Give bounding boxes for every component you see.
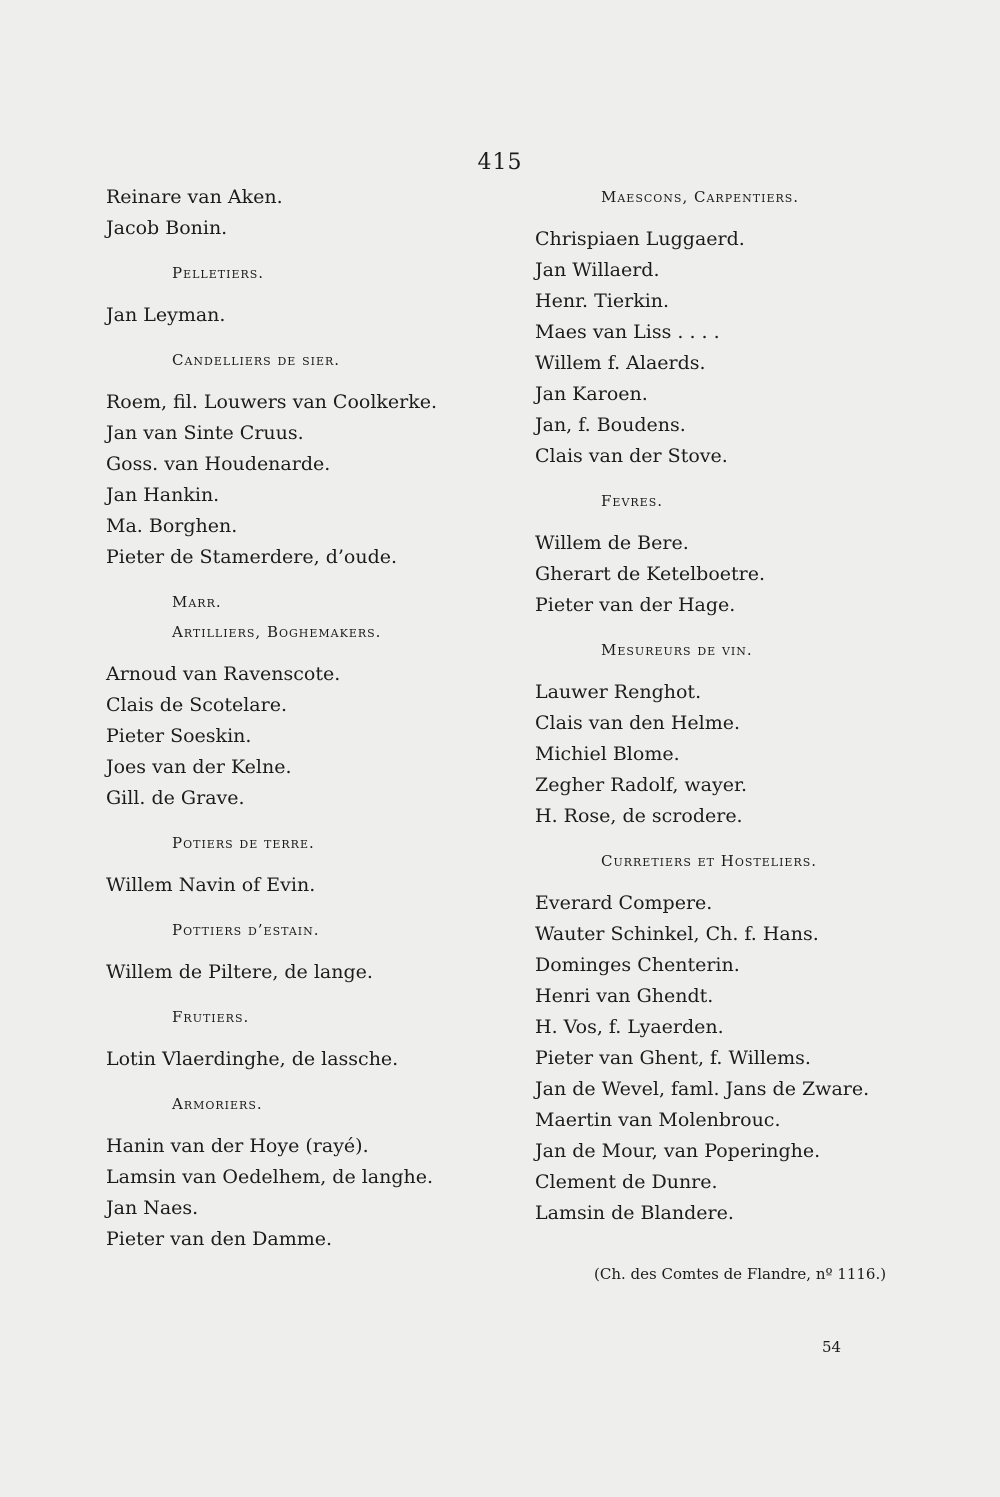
name-entry: Jan Naes. [106, 1197, 199, 1219]
name-entry: Jacob Bonin. [106, 217, 228, 239]
name-entry: Willem de Bere. [535, 532, 689, 554]
section-heading-candelliers: Candelliers de sier. [172, 351, 341, 369]
name-entry: Jan de Wevel, faml. Jans de Zware. [535, 1078, 870, 1100]
name-entry: Arnoud van Ravenscote. [106, 663, 341, 685]
name-entry: Clement de Dunre. [535, 1171, 718, 1193]
name-entry: Lamsin de Blandere. [535, 1202, 734, 1224]
name-entry: Clais van der Stove. [535, 445, 728, 467]
page-number: 415 [477, 150, 523, 175]
name-entry: Lotin Vlaerdinghe, de lassche. [106, 1048, 399, 1070]
name-entry: Jan Karoen. [535, 383, 648, 405]
name-entry: Hanin van der Hoye (rayé). [106, 1135, 369, 1157]
section-heading-marr: Marr. [172, 593, 222, 611]
section-heading-fevres: Fevres. [601, 492, 663, 510]
name-entry: Pieter van den Damme. [106, 1228, 333, 1250]
section-heading-maescons: Maescons, Carpentiers. [601, 188, 800, 206]
right-column [535, 182, 955, 1229]
name-entry: Lauwer Renghot. [535, 681, 702, 703]
name-entry: Wauter Schinkel, Ch. f. Hans. [535, 923, 819, 945]
name-entry: Gill. de Grave. [106, 787, 245, 809]
name-entry: Clais de Scotelare. [106, 694, 288, 716]
name-entry: Jan Hankin. [106, 484, 220, 506]
name-entry: Pieter van Ghent, f. Willems. [535, 1047, 811, 1069]
name-entry: Roem, fil. Louwers van Coolkerke. [106, 391, 438, 413]
name-entry: Dominges Chenterin. [535, 954, 740, 976]
name-entry: Willem f. Alaerds. [535, 352, 706, 374]
name-entry: Everard Compere. [535, 892, 713, 914]
name-entry: Maes van Liss . . . . [535, 321, 720, 343]
section-heading-curretiers: Curretiers et Hosteliers. [601, 852, 818, 870]
name-entry: Pieter de Stamerdere, d’oude. [106, 546, 398, 568]
name-entry: Gherart de Ketelboetre. [535, 563, 766, 585]
name-entry: Pieter van der Hage. [535, 594, 736, 616]
name-entry: Willem de Piltere, de lange. [106, 961, 373, 983]
name-entry: Clais van den Helme. [535, 712, 741, 734]
name-entry: Jan van Sinte Cruus. [106, 422, 304, 444]
name-entry: Henr. Tierkin. [535, 290, 670, 312]
name-entry: Willem Navin of Evin. [106, 874, 316, 896]
name-entry: H. Vos, f. Lyaerden. [535, 1016, 724, 1038]
name-entry: Jan Leyman. [106, 304, 226, 326]
name-entry: Henri van Ghendt. [535, 985, 714, 1007]
name-entry: Joes van der Kelne. [106, 756, 292, 778]
name-entry: Michiel Blome. [535, 743, 680, 765]
section-heading-frutiers: Frutiers. [172, 1008, 250, 1026]
section-heading-armoriers: Armoriers. [172, 1095, 263, 1113]
left-column [106, 182, 486, 1255]
name-entry: Jan Willaerd. [535, 259, 660, 281]
name-entry: Lamsin van Oedelhem, de langhe. [106, 1166, 434, 1188]
name-entry: Jan de Mour, van Poperinghe. [535, 1140, 821, 1162]
section-heading-artilliers: Artilliers, Boghemakers. [172, 623, 382, 641]
name-entry: Ma. Borghen. [106, 515, 238, 537]
name-entry: Goss. van Houdenarde. [106, 453, 331, 475]
section-heading-potiers: Potiers de terre. [172, 834, 315, 852]
name-entry: H. Rose, de scrodere. [535, 805, 743, 827]
name-entry: Pieter Soeskin. [106, 725, 252, 747]
name-entry: Maertin van Molenbrouc. [535, 1109, 781, 1131]
source-note: (Ch. des Comtes de Flandre, nº 1116.) [594, 1265, 887, 1283]
section-heading-mesureurs: Mesureurs de vin. [601, 641, 753, 659]
name-entry: Jan, f. Boudens. [535, 414, 686, 436]
name-entry: Zegher Radolf, wayer. [535, 774, 747, 796]
sheet-number: 54 [822, 1338, 842, 1356]
section-heading-pottiers-estain: Pottiers d’estain. [172, 921, 320, 939]
name-entry: Reinare van Aken. [106, 186, 283, 208]
section-heading-pelletiers: Pelletiers. [172, 264, 265, 282]
name-entry: Chrispiaen Luggaerd. [535, 228, 745, 250]
